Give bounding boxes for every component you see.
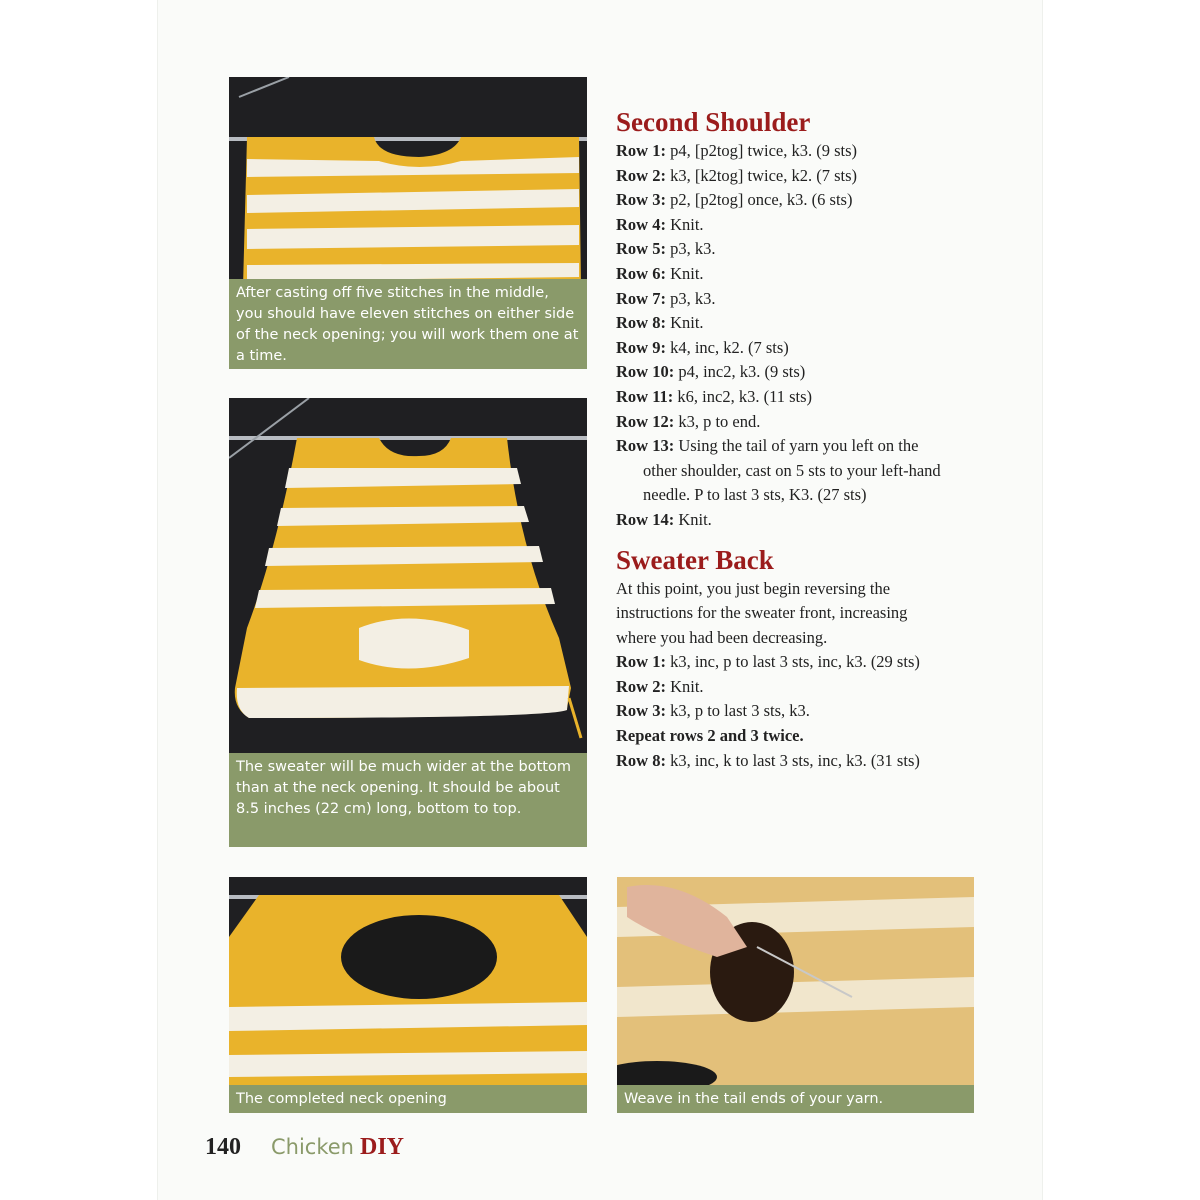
weaving-yarn-illustration	[617, 877, 974, 1113]
photo-caption: After casting off five stitches in the middle, you should have eleven stitches on either side of the neck opening; you will work them one at a time.	[229, 279, 587, 369]
pattern-row: Row 1: k3, inc, p to last 3 sts, inc, k3. (29 sts)	[616, 652, 920, 672]
pattern-row: Row 11: k6, inc2, k3. (11 sts)	[616, 386, 813, 406]
pattern-row: Row 8: Knit.	[616, 313, 704, 333]
pattern-row: Row 4: Knit.	[616, 214, 704, 234]
section-heading-sweater-back: Sweater Back	[616, 544, 774, 575]
page-number: 140	[205, 1134, 241, 1160]
neck-opening-illustration	[229, 877, 587, 1113]
pattern-row: Row 2: Knit.	[616, 676, 704, 696]
instructions-column	[616, 105, 946, 773]
pattern-row: Row 9: k4, inc, k2. (7 sts)	[616, 337, 789, 357]
pattern-row: Row 12: k3, p to end.	[616, 411, 761, 431]
section-heading-second-shoulder: Second Shoulder	[616, 107, 811, 137]
photo-shoulder-cast-off	[229, 77, 587, 369]
pattern-row: Row 7: p3, k3.	[616, 288, 716, 308]
pattern-row: Row 5: p3, k3.	[616, 239, 716, 259]
pattern-row: Row 14: Knit.	[616, 509, 712, 529]
pattern-row: Row 1: p4, [p2tog] twice, k3. (9 sts)	[616, 141, 858, 160]
pattern-row: Row 6: Knit.	[616, 263, 704, 283]
pattern-row: Row 8: k3, inc, k to last 3 sts, inc, k3. (31 sts)	[616, 750, 920, 770]
pattern-row: Row 13: Using the tail of yarn you left on the other shoulder, cast on 5 sts to your left-hand needle. P to last 3 sts, K3. (27 sts)	[616, 436, 941, 505]
book-title: Chicken	[271, 1135, 354, 1159]
pattern-row: Row 10: p4, inc2, k3. (9 sts)	[616, 362, 806, 382]
pattern-row: Row 2: k3, [k2tog] twice, k2. (7 sts)	[616, 165, 858, 185]
second-shoulder-rows	[616, 139, 946, 533]
photo-caption: The completed neck opening	[229, 1085, 587, 1113]
sweater-back-intro: At this point, you just begin reversing the instructions for the sweater front, increasing where you had been decreasing.	[616, 578, 908, 647]
pattern-row: Row 3: p2, [p2tog] once, k3. (6 sts)	[616, 190, 853, 210]
photo-sweater-full	[229, 398, 587, 847]
book-title-accent: DIY	[360, 1134, 405, 1160]
photo-caption: The sweater will be much wider at the bottom than at the neck opening. It should be about 8.5 inches (22 cm) long, bottom to top.	[229, 753, 587, 847]
page-footer	[205, 1134, 404, 1161]
repeat-instruction: Repeat rows 2 and 3 twice.	[616, 726, 804, 746]
photo-caption: Weave in the tail ends of your yarn.	[617, 1085, 974, 1113]
pattern-row: Row 3: k3, p to last 3 sts, k3.	[616, 701, 810, 721]
photo-weave-in-ends	[617, 877, 974, 1113]
photo-neck-opening	[229, 877, 587, 1113]
